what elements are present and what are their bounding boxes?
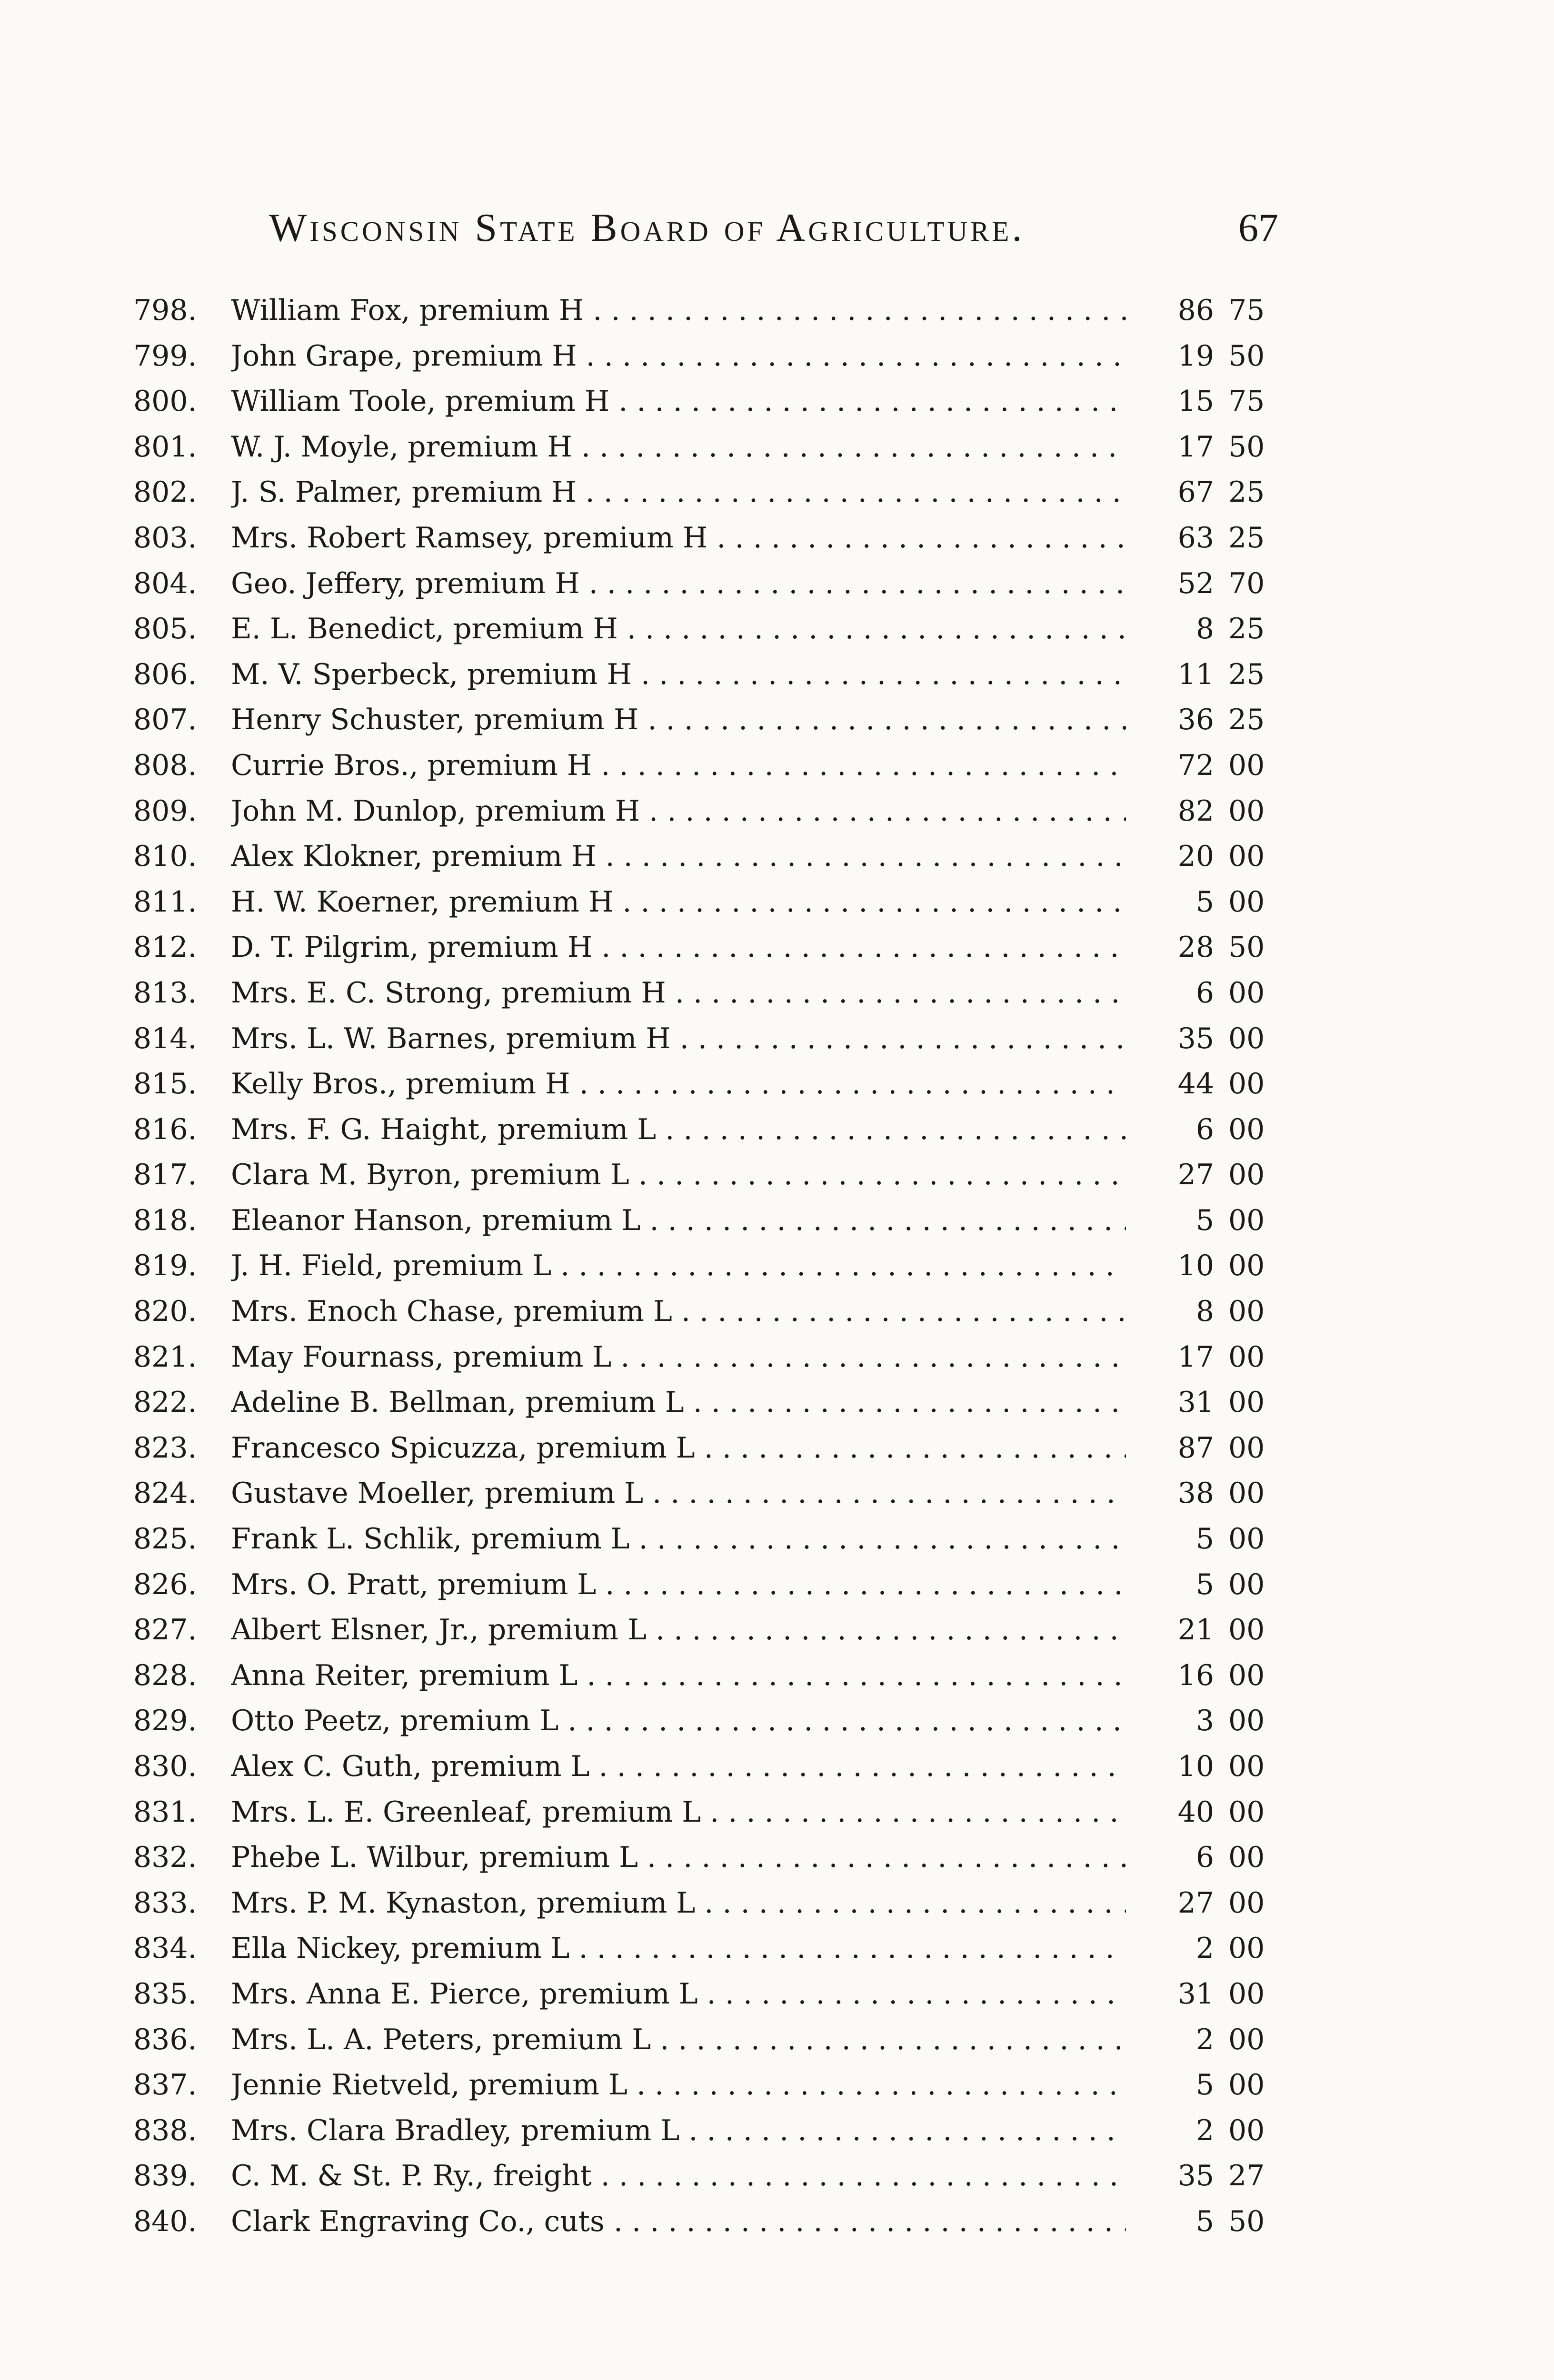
amount-dollars: 31	[1177, 1977, 1214, 2011]
amount-dollars: 5	[1195, 885, 1214, 919]
ledger-row	[133, 1790, 1285, 1835]
amount-dollars: 5	[1195, 1522, 1214, 1556]
entry-description: Phebe L. Wilbur, premium L . . .	[231, 1835, 1126, 1881]
amount-dollars: 6	[1195, 976, 1214, 1010]
amount-dollars: 40	[1177, 1795, 1214, 1829]
ledger-row	[133, 880, 1285, 925]
amount-dollars: 38	[1177, 1477, 1214, 1510]
ledger-row	[133, 2017, 1285, 2063]
entry-number: 817.	[133, 1158, 197, 1192]
amount-cents: 25	[1228, 657, 1265, 691]
ledger-row	[133, 1698, 1285, 1744]
entry-description: May Fournass, premium L . . .	[231, 1335, 1126, 1380]
entry-number: 800.	[133, 385, 197, 418]
ledger-row	[133, 1972, 1285, 2017]
entry-number: 836.	[133, 2023, 197, 2056]
ledger-row	[133, 652, 1285, 698]
entry-number: 803.	[133, 521, 197, 555]
entry-number: 827.	[133, 1613, 197, 1647]
entry-description: Mrs. Enoch Chase, premium L . . .	[231, 1289, 1126, 1335]
amount-dollars: 27	[1177, 1158, 1214, 1192]
ledger-row	[133, 561, 1285, 607]
entry-description: C. M. & St. P. Ry., freight . . .	[231, 2153, 1126, 2199]
entry-number: 812.	[133, 931, 197, 964]
entry-number: 814.	[133, 1021, 197, 1055]
amount-cents: 00	[1228, 1886, 1265, 1920]
amount-dollars: 8	[1195, 612, 1214, 646]
entry-number: 820.	[133, 1295, 197, 1329]
amount-dollars: 20	[1177, 840, 1214, 873]
amount-cents: 00	[1228, 1158, 1265, 1192]
entry-description: Jennie Rietveld, premium L . . .	[231, 2063, 1126, 2108]
entry-number: 798.	[133, 294, 197, 327]
entry-description: Mrs. Anna E. Pierce, premium L . . .	[231, 1972, 1126, 2017]
ledger-row	[133, 334, 1285, 379]
amount-dollars: 17	[1177, 430, 1214, 464]
ledger-list	[133, 288, 1285, 2245]
ledger-row	[133, 1653, 1285, 1699]
ledger-row	[133, 834, 1285, 880]
amount-dollars: 35	[1177, 2159, 1214, 2193]
entry-description: Mrs. L. W. Barnes, premium H . . .	[231, 1016, 1126, 1062]
ledger-row	[133, 1471, 1285, 1517]
entry-description: Mrs. E. C. Strong, premium H . . .	[231, 971, 1126, 1016]
ledger-row	[133, 425, 1285, 470]
entry-number: 809.	[133, 794, 197, 828]
amount-cents: 50	[1228, 430, 1265, 464]
amount-cents: 00	[1228, 1340, 1265, 1374]
amount-dollars: 8	[1195, 1295, 1214, 1329]
amount-dollars: 67	[1177, 476, 1214, 509]
running-title: Wisconsin State Board of Agriculture.	[269, 206, 1025, 250]
amount-cents: 00	[1228, 1977, 1265, 2011]
entry-number: 816.	[133, 1112, 197, 1146]
amount-cents: 00	[1228, 1477, 1265, 1510]
ledger-row	[133, 1061, 1285, 1107]
amount-cents: 00	[1228, 2023, 1265, 2056]
ledger-row	[133, 1380, 1285, 1426]
ledger-row	[133, 379, 1285, 425]
entry-number: 815.	[133, 1067, 197, 1101]
entry-description: William Toole, premium H . . .	[231, 379, 1126, 425]
amount-dollars: 10	[1177, 1249, 1214, 1283]
ledger-row	[133, 1107, 1285, 1153]
amount-dollars: 2	[1195, 2023, 1214, 2056]
ledger-row	[133, 606, 1285, 652]
entry-description: M. V. Sperbeck, premium H . . .	[231, 652, 1126, 698]
entry-number: 818.	[133, 1203, 197, 1237]
entry-description: W. J. Moyle, premium H . . .	[231, 425, 1126, 470]
entry-description: John Grape, premium H . . .	[231, 334, 1126, 379]
entry-number: 811.	[133, 885, 197, 919]
entry-description: Mrs. L. E. Greenleaf, premium L . . .	[231, 1790, 1126, 1835]
entry-number: 840.	[133, 2204, 197, 2238]
amount-dollars: 36	[1177, 703, 1214, 737]
amount-cents: 00	[1228, 1704, 1265, 1738]
ledger-row	[133, 470, 1285, 516]
amount-cents: 00	[1228, 885, 1265, 919]
ledger-row	[133, 1426, 1285, 1471]
amount-cents: 50	[1228, 339, 1265, 373]
ledger-row	[133, 925, 1285, 971]
entry-number: 822.	[133, 1386, 197, 1419]
ledger-row	[133, 1744, 1285, 1790]
amount-cents: 00	[1228, 1795, 1265, 1829]
entry-number: 834.	[133, 1932, 197, 1965]
amount-dollars: 28	[1177, 931, 1214, 964]
amount-dollars: 6	[1195, 1112, 1214, 1146]
entry-number: 823.	[133, 1431, 197, 1465]
ledger-row	[133, 789, 1285, 834]
entry-description: Albert Elsner, Jr., premium L . . .	[231, 1607, 1126, 1653]
amount-dollars: 15	[1177, 385, 1214, 418]
ledger-row	[133, 2153, 1285, 2199]
entry-number: 805.	[133, 612, 197, 646]
ledger-row	[133, 1289, 1285, 1335]
entry-description: Currie Bros., premium H . . .	[231, 743, 1126, 789]
ledger-row	[133, 516, 1285, 561]
entry-number: 802.	[133, 476, 197, 509]
amount-cents: 00	[1228, 1249, 1265, 1283]
entry-description: Anna Reiter, premium L . . .	[231, 1653, 1126, 1699]
entry-number: 824.	[133, 1477, 197, 1510]
entry-description: Clark Engraving Co., cuts . . .	[231, 2199, 1126, 2245]
amount-cents: 00	[1228, 1750, 1265, 1783]
entry-description: Alex Klokner, premium H . . .	[231, 834, 1126, 880]
entry-description: Geo. Jeffery, premium H . . .	[231, 561, 1126, 607]
amount-dollars: 82	[1177, 794, 1214, 828]
entry-number: 829.	[133, 1704, 197, 1738]
amount-cents: 00	[1228, 1613, 1265, 1647]
amount-dollars: 52	[1177, 566, 1214, 600]
amount-cents: 00	[1228, 1386, 1265, 1419]
entry-number: 826.	[133, 1567, 197, 1601]
amount-cents: 00	[1228, 1567, 1265, 1601]
entry-description: John M. Dunlop, premium H . . .	[231, 789, 1126, 834]
entry-description: Ella Nickey, premium L . . .	[231, 1926, 1126, 1972]
entry-number: 838.	[133, 2113, 197, 2147]
amount-cents: 00	[1228, 794, 1265, 828]
amount-cents: 25	[1228, 612, 1265, 646]
amount-cents: 00	[1228, 2113, 1265, 2147]
ledger-row	[133, 2108, 1285, 2154]
amount-dollars: 10	[1177, 1750, 1214, 1783]
entry-description: Mrs. O. Pratt, premium L . . .	[231, 1562, 1126, 1608]
ledger-row	[133, 1607, 1285, 1653]
amount-dollars: 2	[1195, 2113, 1214, 2147]
entry-number: 839.	[133, 2159, 197, 2193]
entry-description: Francesco Spicuzza, premium L . . .	[231, 1426, 1126, 1471]
entry-description: William Fox, premium H . . .	[231, 288, 1126, 334]
amount-dollars: 44	[1177, 1067, 1214, 1101]
entry-description: Kelly Bros., premium H . . .	[231, 1061, 1126, 1107]
ledger-row	[133, 1926, 1285, 1972]
entry-description: Alex C. Guth, premium L . . .	[231, 1744, 1126, 1790]
ledger-row	[133, 1335, 1285, 1380]
entry-description: Henry Schuster, premium H . . .	[231, 697, 1126, 743]
amount-cents: 50	[1228, 931, 1265, 964]
ledger-row	[133, 2063, 1285, 2108]
ledger-row	[133, 1243, 1285, 1289]
entry-number: 806.	[133, 657, 197, 691]
amount-cents: 75	[1228, 385, 1265, 418]
entry-number: 828.	[133, 1658, 197, 1692]
entry-description: E. L. Benedict, premium H . . .	[231, 606, 1126, 652]
ledger-row	[133, 1016, 1285, 1062]
entry-number: 821.	[133, 1340, 197, 1374]
amount-cents: 00	[1228, 2068, 1265, 2102]
amount-dollars: 19	[1177, 339, 1214, 373]
entry-number: 833.	[133, 1886, 197, 1920]
amount-cents: 00	[1228, 1067, 1265, 1101]
amount-cents: 00	[1228, 1431, 1265, 1465]
ledger-row	[133, 697, 1285, 743]
ledger-row	[133, 2199, 1285, 2245]
entry-number: 819.	[133, 1249, 197, 1283]
page-header	[269, 205, 1278, 262]
entry-description: Frank L. Schlik, premium L . . .	[231, 1517, 1126, 1562]
amount-dollars: 6	[1195, 1841, 1214, 1874]
entry-description: Gustave Moeller, premium L . . .	[231, 1471, 1126, 1517]
amount-dollars: 5	[1195, 2204, 1214, 2238]
entry-description: D. T. Pilgrim, premium H . . .	[231, 925, 1126, 971]
ledger-row	[133, 1517, 1285, 1562]
ledger-row	[133, 288, 1285, 334]
entry-number: 837.	[133, 2068, 197, 2102]
entry-description: Mrs. F. G. Haight, premium L . . .	[231, 1107, 1126, 1153]
amount-dollars: 72	[1177, 748, 1214, 782]
entry-number: 810.	[133, 840, 197, 873]
amount-dollars: 16	[1177, 1658, 1214, 1692]
entry-number: 831.	[133, 1795, 197, 1829]
amount-dollars: 21	[1177, 1613, 1214, 1647]
entry-number: 813.	[133, 976, 197, 1010]
ledger-row	[133, 1881, 1285, 1926]
amount-dollars: 5	[1195, 2068, 1214, 2102]
amount-cents: 00	[1228, 840, 1265, 873]
entry-description: Eleanor Hanson, premium L . . .	[231, 1198, 1126, 1244]
entry-description: Mrs. Clara Bradley, premium L . . .	[231, 2108, 1126, 2154]
page-number: 67	[1238, 206, 1278, 250]
amount-cents: 00	[1228, 1295, 1265, 1329]
entry-description: J. H. Field, premium L . . .	[231, 1243, 1126, 1289]
entry-description: Mrs. Robert Ramsey, premium H . . .	[231, 516, 1126, 561]
ledger-row	[133, 971, 1285, 1016]
amount-cents: 75	[1228, 294, 1265, 327]
entry-description: Adeline B. Bellman, premium L . . .	[231, 1380, 1126, 1426]
amount-dollars: 17	[1177, 1340, 1214, 1374]
amount-cents: 25	[1228, 703, 1265, 737]
entry-description: H. W. Koerner, premium H . . .	[231, 880, 1126, 925]
amount-cents: 00	[1228, 1841, 1265, 1874]
amount-cents: 70	[1228, 566, 1265, 600]
amount-cents: 00	[1228, 1932, 1265, 1965]
amount-cents: 27	[1228, 2159, 1265, 2193]
entry-description: Clara M. Byron, premium L . . .	[231, 1152, 1126, 1198]
entry-number: 830.	[133, 1750, 197, 1783]
amount-dollars: 5	[1195, 1567, 1214, 1601]
entry-number: 807.	[133, 703, 197, 737]
amount-cents: 25	[1228, 521, 1265, 555]
amount-cents: 25	[1228, 476, 1265, 509]
entry-description: Mrs. L. A. Peters, premium L . . .	[231, 2017, 1126, 2063]
entry-number: 835.	[133, 1977, 197, 2011]
amount-dollars: 87	[1177, 1431, 1214, 1465]
entry-number: 804.	[133, 566, 197, 600]
amount-cents: 00	[1228, 1658, 1265, 1692]
amount-dollars: 63	[1177, 521, 1214, 555]
amount-dollars: 5	[1195, 1203, 1214, 1237]
entry-number: 808.	[133, 748, 197, 782]
amount-dollars: 86	[1177, 294, 1214, 327]
ledger-row	[133, 1835, 1285, 1881]
entry-number: 799.	[133, 339, 197, 373]
amount-cents: 00	[1228, 1522, 1265, 1556]
ledger-row	[133, 1198, 1285, 1244]
amount-dollars: 27	[1177, 1886, 1214, 1920]
amount-cents: 00	[1228, 748, 1265, 782]
amount-cents: 50	[1228, 2204, 1265, 2238]
amount-dollars: 31	[1177, 1386, 1214, 1419]
amount-dollars: 11	[1177, 657, 1214, 691]
entry-number: 801.	[133, 430, 197, 464]
amount-cents: 00	[1228, 1203, 1265, 1237]
amount-dollars: 3	[1195, 1704, 1214, 1738]
amount-cents: 00	[1228, 1021, 1265, 1055]
amount-cents: 00	[1228, 1112, 1265, 1146]
entry-description: Mrs. P. M. Kynaston, premium L . . .	[231, 1881, 1126, 1926]
amount-dollars: 35	[1177, 1021, 1214, 1055]
ledger-row	[133, 1152, 1285, 1198]
ledger-row	[133, 1562, 1285, 1608]
amount-dollars: 2	[1195, 1932, 1214, 1965]
amount-cents: 00	[1228, 976, 1265, 1010]
entry-number: 832.	[133, 1841, 197, 1874]
entry-description: J. S. Palmer, premium H . . .	[231, 470, 1126, 516]
entry-number: 825.	[133, 1522, 197, 1556]
ledger-row	[133, 743, 1285, 789]
entry-description: Otto Peetz, premium L . . .	[231, 1698, 1126, 1744]
